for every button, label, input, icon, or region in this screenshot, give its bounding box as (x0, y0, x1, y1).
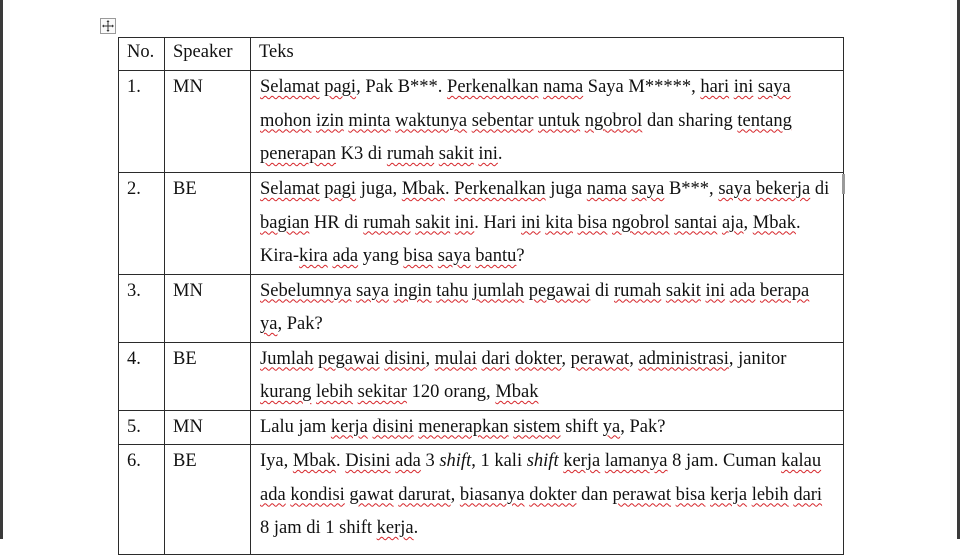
text-run: juga (545, 179, 587, 199)
misspelled-word: saya (631, 179, 665, 199)
misspelled-word: dokter (529, 484, 577, 505)
misspelled-word: ini (521, 212, 541, 233)
misspelled-word: perawat (612, 484, 672, 505)
text-run: , (561, 348, 571, 369)
misspelled-word: disini (384, 348, 426, 369)
misspelled-word: pagi (324, 77, 357, 97)
header-text[interactable]: Teks (251, 38, 844, 71)
text-run: . (413, 518, 419, 538)
misspelled-word: ini (454, 212, 475, 233)
text-run: Iya, (260, 451, 293, 471)
misspelled-word: Jumlah (260, 348, 314, 369)
cell-text[interactable] (251, 71, 844, 173)
text-run: B***, (664, 179, 719, 199)
misspelled-word: ngobrol (584, 110, 643, 131)
misspelled-word: waktunya (395, 110, 468, 131)
header-no[interactable]: No. (119, 38, 165, 71)
cell-text[interactable] (251, 410, 844, 445)
cell-speaker[interactable]: BE (165, 173, 251, 275)
text-run: 3 (420, 451, 440, 471)
misspelled-word: bisa (403, 246, 434, 266)
misspelled-word: Disini (345, 451, 391, 471)
text-run: . Hari (474, 212, 522, 233)
misspelled-word: bisa (675, 484, 706, 505)
text-run: di (590, 280, 615, 301)
misspelled-word: sistem (513, 416, 561, 437)
cell-speaker[interactable]: MN (165, 71, 251, 173)
misspelled-word: pagi (324, 179, 357, 199)
cell-no[interactable]: 4. (119, 342, 165, 410)
misspelled-word: rumah (363, 212, 411, 233)
table-header-row (119, 38, 844, 71)
misspelled-word: mohon (260, 110, 312, 131)
text-run: Lalu jam (260, 416, 331, 437)
misspelled-word: minta (348, 110, 391, 131)
misspelled-word: dari (481, 348, 511, 369)
misspelled-word: izin (316, 110, 344, 131)
move-arrows-icon (102, 20, 114, 32)
cell-text[interactable] (251, 445, 844, 555)
misspelled-word: sakit (665, 280, 701, 301)
misspelled-word: saya (437, 246, 471, 266)
text-run: . Kira- (260, 212, 801, 266)
misspelled-word: kerja (376, 518, 414, 538)
table-row (119, 274, 844, 342)
misspelled-word: sakit (438, 144, 474, 164)
text-run: dan sharing (642, 110, 738, 131)
text-run: , (743, 212, 753, 233)
text-run: , Pak? (620, 416, 666, 437)
misspelled-word: Mbak (292, 451, 337, 471)
misspelled-word: bagian (260, 212, 310, 233)
misspelled-word: nama (586, 179, 627, 199)
table-row (119, 71, 844, 173)
table-row (119, 173, 844, 275)
misspelled-word: Perkenalkan (454, 179, 546, 199)
table-row (119, 342, 844, 410)
misspelled-word: hari (700, 77, 730, 97)
misspelled-word: kira (299, 246, 328, 266)
misspelled-word: perawat (570, 348, 630, 369)
text-run: shift (560, 416, 603, 437)
text-run: HR di (309, 212, 364, 233)
misspelled-word: rumah (614, 280, 662, 301)
misspelled-word: disini (372, 416, 414, 437)
text-run: ? (516, 246, 525, 266)
misspelled-word: lebih (751, 484, 789, 505)
misspelled-word: Sebelumnya (260, 280, 352, 301)
cell-no[interactable]: 5. (119, 410, 165, 445)
misspelled-word: pegawai (528, 280, 591, 301)
text-run: , (629, 348, 639, 369)
misspelled-word: sakit (415, 212, 451, 233)
cell-speaker[interactable]: MN (165, 274, 251, 342)
text-run: dan (576, 484, 613, 505)
text-run: juga, (356, 179, 402, 199)
misspelled-word: nama (543, 77, 584, 97)
text-run: Saya M*****, (583, 77, 701, 97)
misspelled-word: biasanya (459, 484, 525, 505)
misspelled-word: jumlah (472, 280, 525, 301)
misspelled-word: ada (395, 451, 421, 471)
column-resize-marker[interactable] (842, 174, 845, 194)
misspelled-word: ngobrol (612, 212, 670, 233)
misspelled-word: kurang (260, 382, 312, 402)
cell-text[interactable] (251, 173, 844, 275)
cell-no[interactable]: 1. (119, 71, 165, 173)
misspelled-word: ada (729, 280, 756, 301)
table-row (119, 410, 844, 445)
misspelled-word: Perkenalkan (447, 77, 539, 97)
header-speaker[interactable]: Speaker (165, 38, 251, 71)
misspelled-word: ini (478, 144, 498, 164)
text-run: , (425, 348, 435, 369)
misspelled-word: bantu (475, 246, 517, 266)
text-run: 8 jam di 1 shift (260, 518, 377, 538)
misspelled-word: ini (733, 77, 754, 97)
misspelled-word: ini (705, 280, 726, 301)
misspelled-word: dokter (514, 348, 562, 369)
misspelled-word: rumah (386, 144, 435, 164)
cell-no[interactable]: 6. (119, 445, 165, 555)
misspelled-word: saya (757, 77, 791, 97)
text-run: , janitor (728, 348, 787, 369)
misspelled-word: ada (260, 484, 286, 505)
misspelled-word: untuk (537, 110, 581, 131)
misspelled-word: kita (545, 212, 573, 233)
misspelled-word: bisa (577, 212, 608, 233)
misspelled-word: darurat (398, 484, 451, 505)
text-run: K3 di (336, 144, 387, 164)
misspelled-word: penerapan (260, 144, 337, 164)
misspelled-word: Selamat (260, 77, 320, 97)
misspelled-word: kerja (330, 416, 368, 437)
misspelled-word: bekerja (755, 179, 811, 199)
misspelled-word: berapa (759, 280, 810, 301)
misspelled-word: ya (602, 416, 621, 437)
cell-speaker[interactable]: BE (165, 445, 251, 555)
misspelled-word: administrasi (638, 348, 729, 369)
misspelled-word: santai (674, 212, 718, 233)
text-run: . (497, 144, 503, 164)
misspelled-word: mulai (434, 348, 477, 369)
cell-text[interactable] (251, 342, 844, 410)
misspelled-word: kondisi (290, 484, 345, 505)
misspelled-word: menerapkan (418, 416, 509, 437)
misspelled-word: gawat (349, 484, 394, 505)
misspelled-word: lamanya (604, 451, 668, 471)
misspelled-word: Mbak (752, 212, 796, 233)
window-edge-left (0, 0, 3, 539)
cell-no[interactable]: 3. (119, 274, 165, 342)
misspelled-word: Mbak (401, 179, 445, 199)
text-run: yang (358, 246, 404, 266)
misspelled-word: pegawai (318, 348, 380, 369)
misspelled-word: kerja (563, 451, 601, 471)
misspelled-word: kerja (710, 484, 748, 505)
misspelled-word: Selamat (260, 179, 320, 199)
text-run: , Pak B***. (356, 77, 448, 97)
table-move-handle[interactable] (100, 18, 116, 34)
text-run: di (814, 179, 830, 199)
italic-word: shift (526, 451, 559, 471)
misspelled-word: ada (332, 246, 359, 266)
cell-text[interactable] (251, 274, 844, 342)
text-run: 120 orang, (406, 382, 496, 402)
misspelled-word: saya (356, 280, 389, 301)
misspelled-word: tahu (436, 280, 469, 301)
misspelled-word: lebih (316, 382, 353, 402)
misspelled-word: ingin (393, 280, 432, 301)
misspelled-word: tentang (737, 110, 792, 131)
text-run: . (444, 179, 455, 199)
misspelled-word: ya (260, 314, 278, 334)
table-row (119, 445, 844, 555)
cell-speaker[interactable]: BE (165, 342, 251, 410)
italic-word: shift (439, 451, 472, 471)
text-run: , 1 kali (471, 451, 527, 471)
misspelled-word: dari (793, 484, 823, 505)
text-run: 8 jam. Cuman (667, 451, 782, 471)
text-run: , (450, 484, 460, 505)
misspelled-word: Mbak (495, 382, 539, 402)
text-run: , Pak? (277, 314, 323, 334)
misspelled-word: kalau (781, 451, 822, 471)
misspelled-word: saya (718, 179, 752, 199)
transcript-table (118, 37, 844, 555)
misspelled-word: sekitar (357, 382, 407, 402)
misspelled-word: sebentar (471, 110, 534, 131)
cell-speaker[interactable]: MN (165, 410, 251, 445)
misspelled-word: aja (721, 212, 744, 233)
text-run: . (336, 451, 346, 471)
cell-no[interactable]: 2. (119, 173, 165, 275)
